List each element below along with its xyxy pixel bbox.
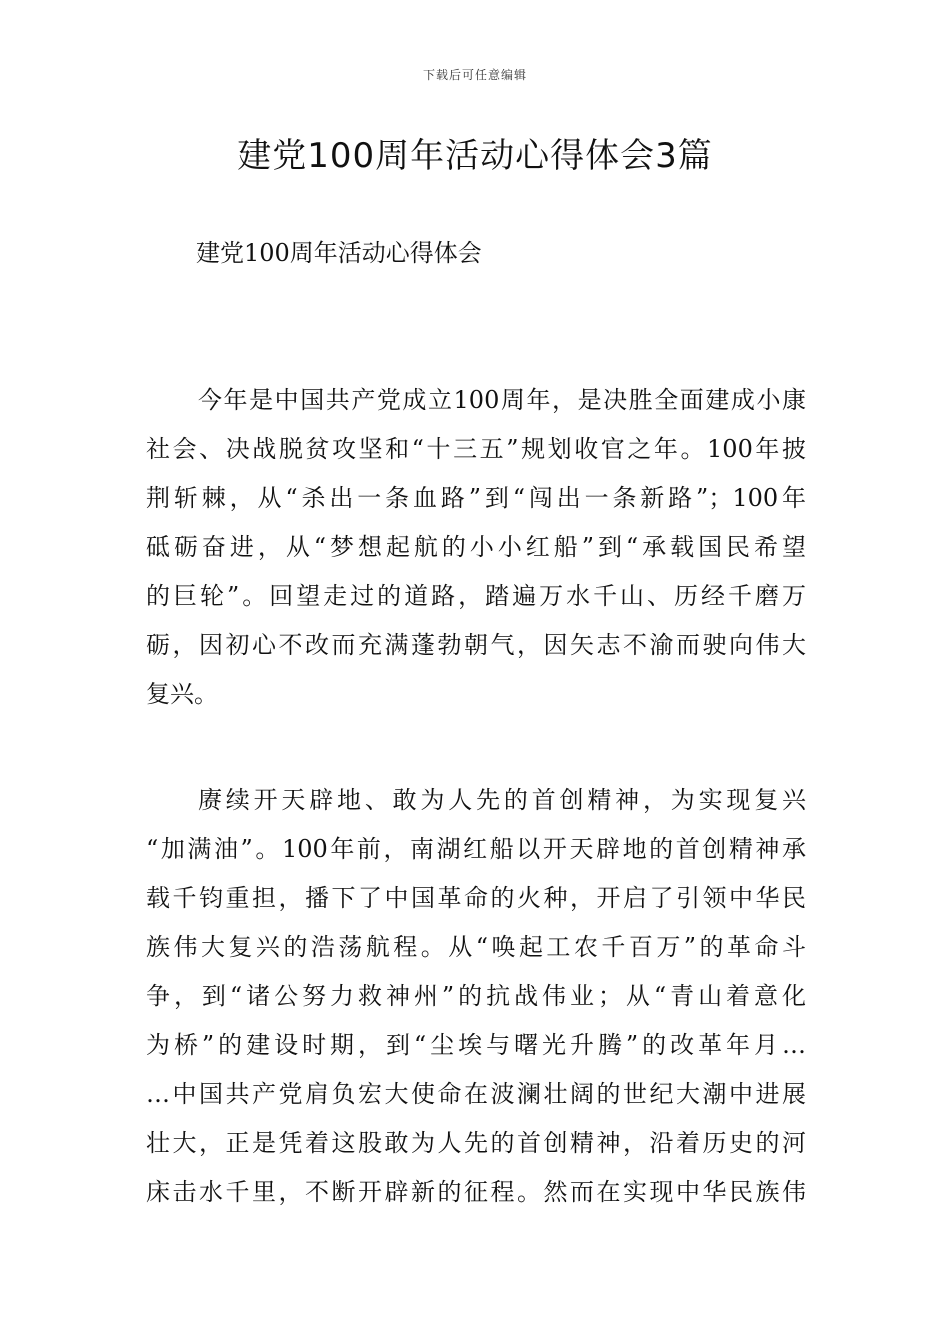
text-line: 今年是中国共产党成立100周年，是决胜全面建成小康: [198, 386, 806, 414]
text-line: 砥砺奋进，从“梦想起航的小小红船”到“承载国民希望: [146, 533, 806, 561]
text-line: 壮大，正是凭着这股敢为人先的首创精神，沿着历史的河: [146, 1129, 806, 1157]
text-line: 荆斩棘，从“杀出一条血路”到“闯出一条新路”；100年: [146, 484, 806, 512]
text-line: “加满油”。100年前，南湖红船以开天辟地的首创精神承: [146, 835, 806, 863]
text-line: …中国共产党肩负宏大使命在波澜壮阔的世纪大潮中进展: [146, 1080, 806, 1108]
text-line: 社会、决战脱贫攻坚和“十三五”规划收官之年。100年披: [146, 435, 806, 463]
text-line: 的巨轮”。回望走过的道路，踏遍万水千山、历经千磨万: [146, 582, 806, 610]
text-line: 赓续开天辟地、敢为人先的首创精神，为实现复兴: [198, 786, 806, 814]
header-note: 下载后可任意编辑: [422, 68, 527, 82]
text-line: 复兴。: [146, 680, 218, 708]
document-title: 建党100周年活动心得体会3篇: [237, 136, 713, 176]
text-line: 床击水千里，不断开辟新的征程。然而在实现中华民族伟: [146, 1178, 806, 1206]
text-line: 争，到“诸公努力救神州”的抗战伟业；从“青山着意化: [146, 982, 806, 1010]
text-line: 载千钧重担，播下了中国革命的火种，开启了引领中华民: [146, 884, 806, 912]
section-subtitle: 建党100周年活动心得体会: [196, 239, 482, 267]
paragraph-1: [146, 376, 806, 719]
text-line: 砺，因初心不改而充满蓬勃朝气，因矢志不渝而驶向伟大: [146, 631, 806, 659]
text-line: 族伟大复兴的浩荡航程。从“唤起工农千百万”的革命斗: [146, 933, 806, 961]
text-line: 为桥”的建设时期，到“尘埃与曙光升腾”的改革年月…: [146, 1031, 806, 1059]
paragraph-2: [146, 776, 806, 1217]
